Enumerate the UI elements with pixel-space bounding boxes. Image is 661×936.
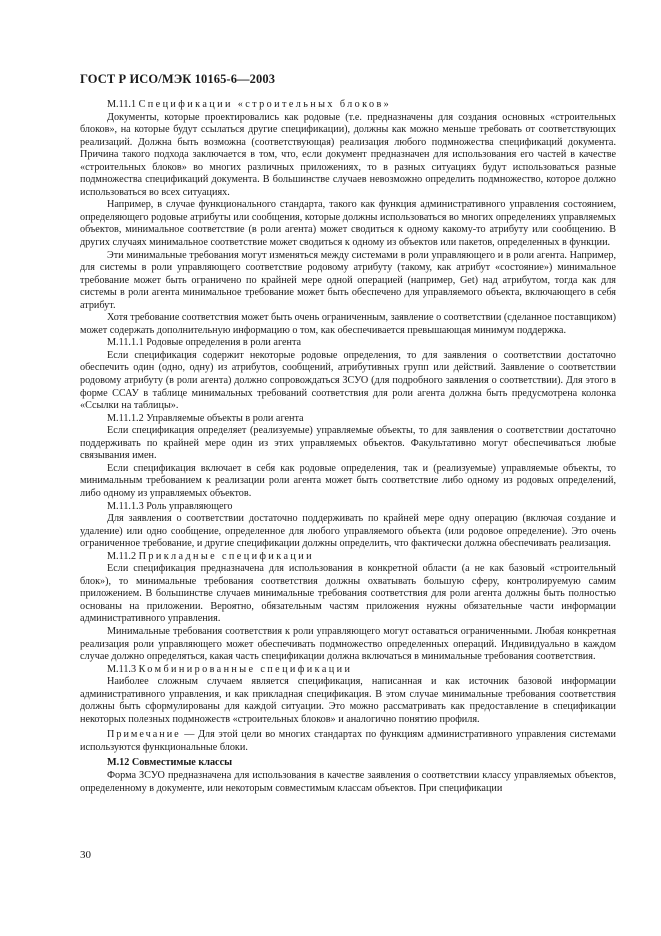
- paragraph: Если спецификация определяет (реализуемые) управляемые объекты, то для заявления о соответствии достаточно поддерживать по крайней мере один из этих управляемых объектов. Факультативно могут обеспечиваться любые связывания имен.: [80, 425, 616, 462]
- paragraph: Эти минимальные требования могут изменяться между системами в роли управляющего и в роли агента. Например, для системы в роли управляющего соответствие родовому атрибуту (такому, как атрибут «состояние») минимальное требование может быть ограничено по крайней мере одной операцией (например, Get) над атрибутом, тогда как для системы в роли агента минимальное требование может быть обеспечено для управляемого объекта, включающего в себя атрибут.: [80, 249, 616, 311]
- paragraph: Хотя требование соответствия может быть очень ограниченным, заявление о соответствии (сделанное поставщиком) может содержать дополнительную информацию о том, как обеспечивается превышающая минимум поддержка.: [80, 312, 616, 336]
- document-header: ГОСТ Р ИСО/МЭК 10165-6—2003: [80, 72, 276, 86]
- subsection-heading: [80, 664, 616, 677]
- subsection-heading: [80, 551, 616, 564]
- note-paragraph: [80, 729, 616, 754]
- heading-number: М.11.1: [107, 99, 139, 110]
- paragraph: Документы, которые проектировались как родовые (т.е. предназначены для создания основных «строительных блоков», на которые будут ссылаться другие спецификации), должны как можно меньше требовать от соответствующих реализаций. Должна быть возможна (соответствующая) реализация любого подмножества спецификаций документа. Причина такого подхода заключается в том, что, если документ предназначен для использования его частей в качестве «строительных блоков» во многих различных приложениях, то в разных ситуациях будут использоваться разные подмножества спецификаций документа. В большинстве случаев невозможно определить подмножество, которое должно использоваться во всех ситуациях.: [80, 111, 616, 198]
- heading-title: Комбинированные спецификации: [138, 663, 353, 675]
- heading-number: М.11.2: [107, 550, 139, 562]
- heading-number: М.11.3: [107, 663, 139, 675]
- subsection-heading: [80, 99, 616, 112]
- section-heading: М.12 Совместимые классы: [107, 757, 233, 769]
- paragraph: Для заявления о соответствии достаточно поддерживать по крайней мере одну операцию (включая создание и удаление) или одно сообщение, определенное для любого управляемого объекта (или родовое определение). Это очень ограниченное требование, и другие спецификации должны определить, что фактически должна обеспечивать реализация.: [80, 513, 616, 550]
- note-text: — Для этой цели во многих стандартах по функциям административного управления системами используются функциональные блоки.: [80, 729, 616, 753]
- paragraph: Наиболее сложным случаем является спецификация, написанная и как источник базовой информации административного управления, и как прикладная спецификация. В этом случае минимальные требования соответствия должны быть сформулированы для каждой ситуации. Это можно рассматривать как предоставление в спецификации некоторых полезных подмножеств «строительных блоков» и аналогично понятию профиля.: [80, 676, 616, 725]
- page-number: 30: [80, 849, 91, 861]
- paragraph: Если спецификация включает в себя как родовые определения, так и (реализуемые) управляемые объекты, то минимальным требованием к реализации роли агента может быть соответствие либо одному из родовых определений, либо одному из управляемых объектов.: [80, 462, 616, 499]
- subsection-heading: М.11.1.2 Управляемые объекты в роли агента: [107, 412, 304, 424]
- paragraph: Если спецификация предназначена для использования в конкретной области (а не как базовый «строительный блок»), то минимальные требования соответствия должны охватывать большую сферу, контролируемую самим приложением. В большинстве случаев минимальные требования соответствия для роли агента должны быть полностью основаны на приложении. Вероятно, обязательным частям приложения нужны обязательные части информации административного управления.: [80, 563, 616, 625]
- paragraph: Например, в случае функционального стандарта, такого как функция административного управления состоянием, определяющего родовые атрибуты или сообщения, которые должны использоваться во многих определениях управляемых объектов, минимальное соответствие (в роли агента) может сводиться к одному какому-то атрибуту или сообщению. В других случаях минимальное соответствие может сводиться к одному из объектов или пакетов, определенных в функции.: [80, 199, 616, 249]
- paragraph: Если спецификация содержит некоторые родовые определения, то для заявления о соответствии достаточно обеспечить один (одно, одну) из атрибутов, сообщений, атрибутивных групп или действий. Заявление о соответствии родовому атрибуту (в роли агента) должно сопровождаться ЗСУО (для подробного заявления о соответствии). Для этого в форме ССАУ в таблице минимальных требований соответствия для роли агента должна быть предусмотрена колонка «Ссылки на таблицы».: [80, 349, 616, 412]
- document-body: [80, 99, 616, 795]
- subsection-heading: М.11.1.1 Родовые определения в роли агента: [107, 337, 302, 349]
- paragraph: Минимальные требования соответствия к роли управляющего могут оставаться ограниченными. Любая конкретная реализация роли управляющего может обеспечивать подмножество определенных операций. Индивидуально в каждом случае должно определяться, какая часть спецификации должна включаться в минимальные требования соответствия.: [80, 625, 616, 663]
- subsection-heading: М.11.1.3 Роль управляющего: [107, 500, 233, 512]
- note-label: Примечание: [107, 729, 181, 741]
- paragraph: Форма ЗСУО предназначена для использования в качестве заявления о соответствии классу управляемых объектов, определенному в документе, или некоторым совместимым классам объектов. При спецификации: [80, 769, 616, 794]
- heading-title: Прикладные спецификации: [138, 550, 314, 562]
- heading-title: Спецификации «строительных блоков»: [138, 99, 392, 110]
